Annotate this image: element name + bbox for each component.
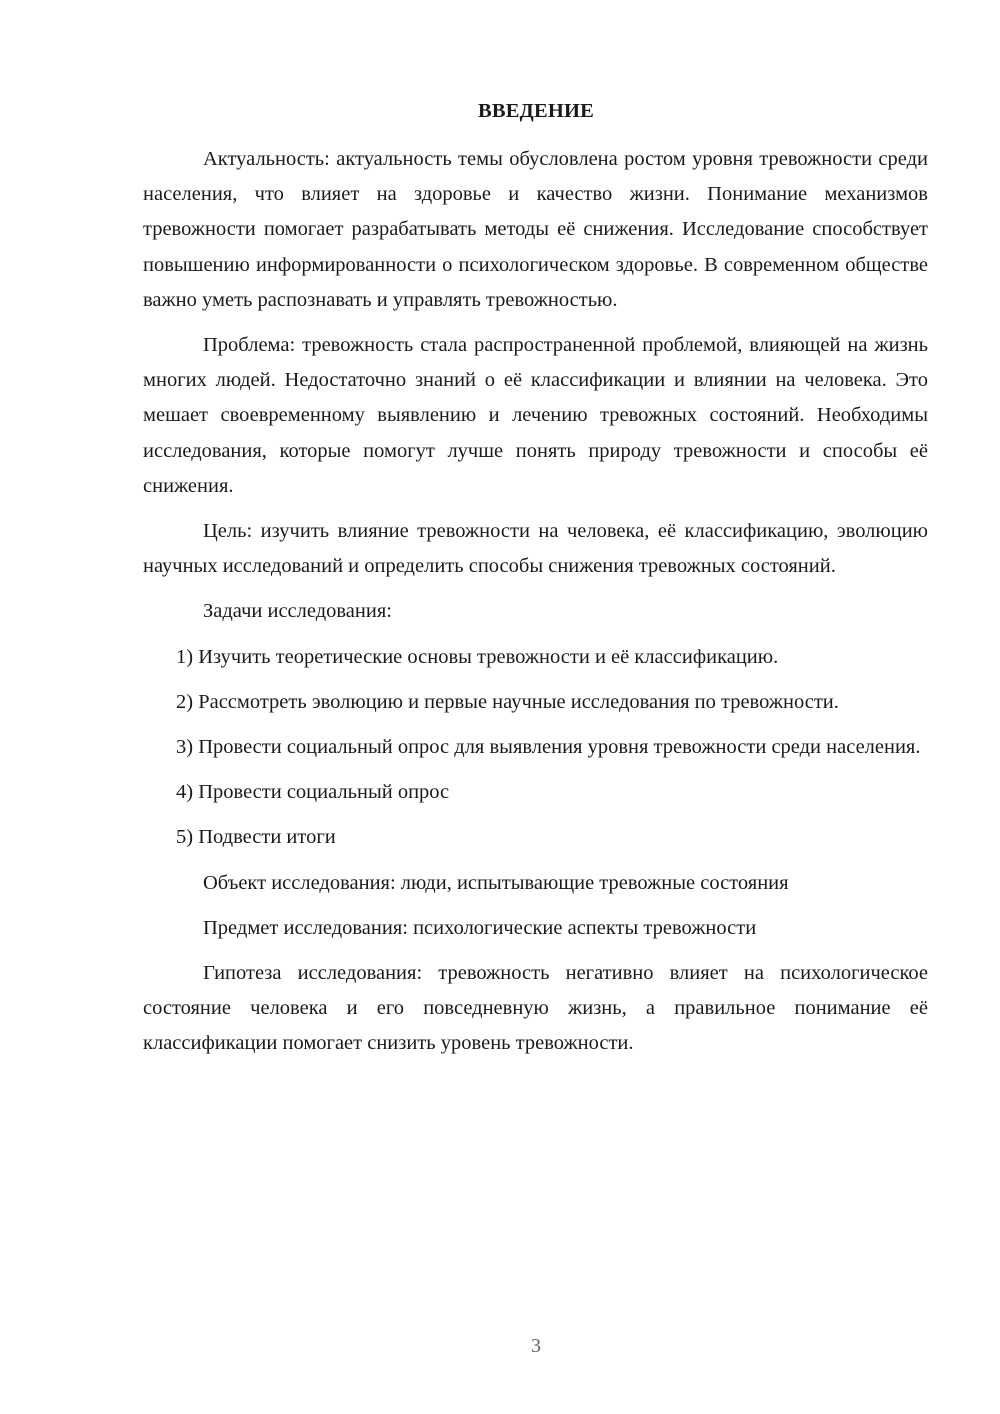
page-number: 3 bbox=[531, 1335, 541, 1357]
task-item-5: 5) Подвести итоги bbox=[176, 826, 336, 849]
tasks-heading: Задачи исследования: bbox=[203, 600, 392, 623]
task-item-3: 3) Провести социальный опрос для выявления уровня тревожности среди населения. bbox=[176, 736, 921, 759]
paragraph-goal: Цель: изучить влияние тревожности на человека, её классификацию, эволюцию научных исследований и определить способы снижения тревожных состояний. bbox=[143, 520, 928, 578]
task-item-1: 1) Изучить теоретические основы тревожности и её классификацию. bbox=[176, 645, 779, 668]
document-body bbox=[143, 142, 928, 1062]
task-item-2: 2) Рассмотреть эволюцию и первые научные исследования по тревожности. bbox=[176, 690, 839, 713]
task-item-4: 4) Провести социальный опрос bbox=[176, 781, 450, 804]
paragraph-relevance: Актуальность: актуальность темы обусловлена ростом уровня тревожности среди населения, что влияет на здоровье и качество жизни. Понимание механизмов тревожности помогает разрабатывать методы её снижения. Исследование способствует повышению информированности о психологическом здоровье. В современном обществе важно уметь распознавать и управлять тревожностью. bbox=[143, 148, 928, 311]
paragraph-problem: Проблема: тревожность стала распространенной проблемой, влияющей на жизнь многих людей. Недостаточно знаний о её классификации и влиянии на человека. Это мешает своевременному выявлению и лечению тревожных состояний. Необходимы исследования, которые помогут лучше понять природу тревожности и способы её снижения. bbox=[143, 334, 928, 497]
paragraph-object: Объект исследования: люди, испытывающие тревожные состояния bbox=[203, 871, 789, 894]
paragraph-hypothesis: Гипотеза исследования: тревожность негативно влияет на психологическое состояние человека и его повседневную жизнь, а правильное понимание её классификации помогает снизить уровень тревожности. bbox=[143, 962, 928, 1055]
page-title: ВВЕДЕНИЕ bbox=[478, 100, 594, 122]
paragraph-subject: Предмет исследования: психологические аспекты тревожности bbox=[203, 916, 757, 939]
